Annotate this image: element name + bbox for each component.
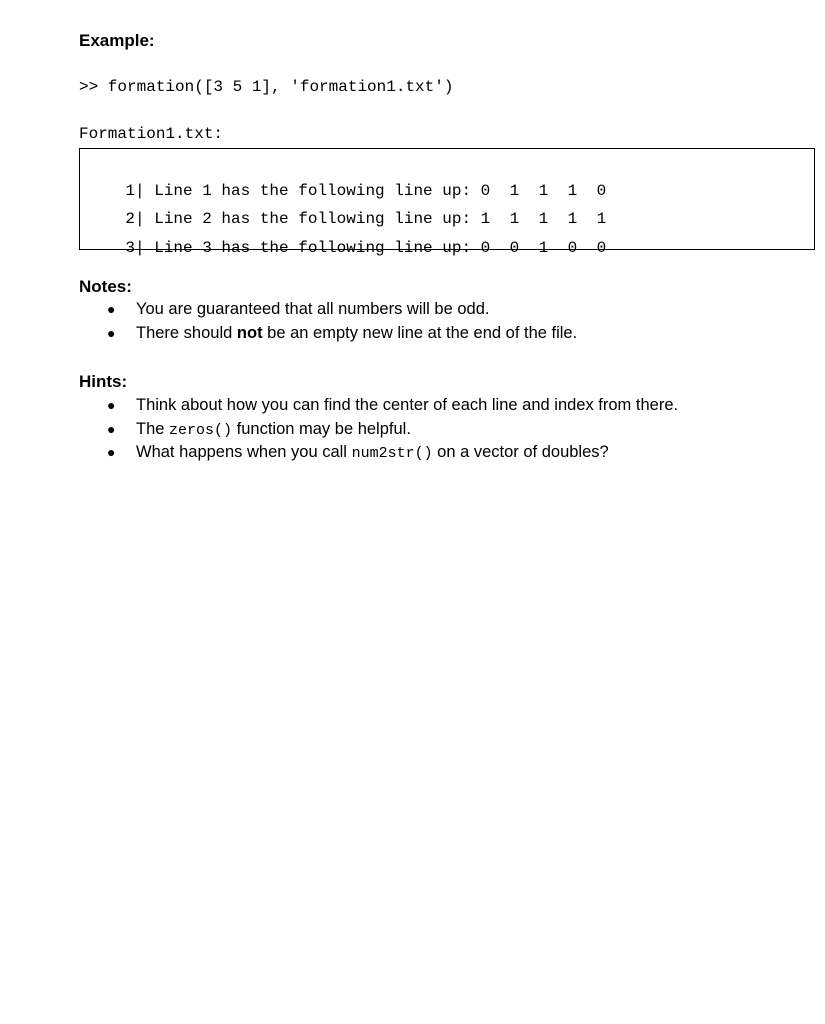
- list-item: [0, 322, 577, 346]
- note-text: You are guaranteed that all numbers will be odd.: [136, 300, 490, 318]
- hint-code: num2str(): [351, 445, 433, 462]
- hint-text-after: function may be helpful.: [232, 419, 411, 438]
- bullet-icon: ●: [107, 397, 116, 413]
- file-label: Formation1.txt:: [79, 125, 224, 143]
- bullet-icon: ●: [107, 420, 116, 437]
- list-item: [0, 298, 577, 322]
- lineup-value: 1: [538, 182, 549, 200]
- bullet-icon: ●: [107, 301, 116, 317]
- example-heading: Example:: [79, 31, 155, 50]
- lineup-value: 1: [509, 210, 520, 228]
- hint-text-after: on a vector of doubles?: [432, 443, 609, 461]
- lineup-value: 1: [509, 182, 520, 200]
- lineup-value: 1: [567, 182, 578, 200]
- lineup-value: 1: [596, 210, 607, 228]
- list-item: [0, 441, 678, 465]
- file-contents-box: [79, 148, 815, 257]
- notes-list: [0, 298, 577, 345]
- hint-text: Think about how you can find the center of each line and index from there.: [136, 396, 679, 414]
- lineup-value: 1: [567, 210, 578, 228]
- lineup-value: 0: [509, 239, 520, 257]
- file-line-prefix: 2| Line 2 has the following line up:: [125, 210, 472, 228]
- lineup-value: 1: [538, 239, 549, 257]
- lineup-value: 0: [596, 239, 607, 257]
- lineup-value: 0: [567, 239, 578, 257]
- hint-text-before: The: [136, 419, 170, 438]
- file-line-prefix: 1| Line 1 has the following line up:: [125, 182, 472, 200]
- note-emphasis: not: [236, 323, 263, 342]
- lineup-value: 1: [538, 210, 549, 228]
- notes-heading: Notes:: [79, 277, 132, 296]
- file-line: [87, 186, 626, 228]
- hint-code: zeros(): [169, 421, 233, 439]
- lineup-value: 0: [596, 182, 607, 200]
- hint-text-before: What happens when you call: [136, 443, 352, 461]
- hints-heading: Hints:: [79, 372, 128, 391]
- hints-list: [0, 394, 678, 465]
- list-item: [0, 418, 678, 442]
- bullet-icon: ●: [107, 444, 116, 460]
- example-command: >> formation([3 5 1], 'formation1.txt'): [79, 78, 454, 96]
- note-text-before: There should: [136, 323, 237, 342]
- lineup-value: 0: [480, 239, 491, 257]
- note-text-after: be an empty new line at the end of the file.: [262, 323, 578, 342]
- lineup-value: 0: [480, 182, 491, 200]
- list-item: [0, 394, 678, 418]
- file-line: [87, 158, 626, 200]
- lineup-value: 1: [480, 210, 491, 228]
- bullet-icon: ●: [107, 324, 116, 341]
- file-line-prefix: 3| Line 3 has the following line up:: [125, 239, 472, 257]
- file-line: [87, 215, 626, 257]
